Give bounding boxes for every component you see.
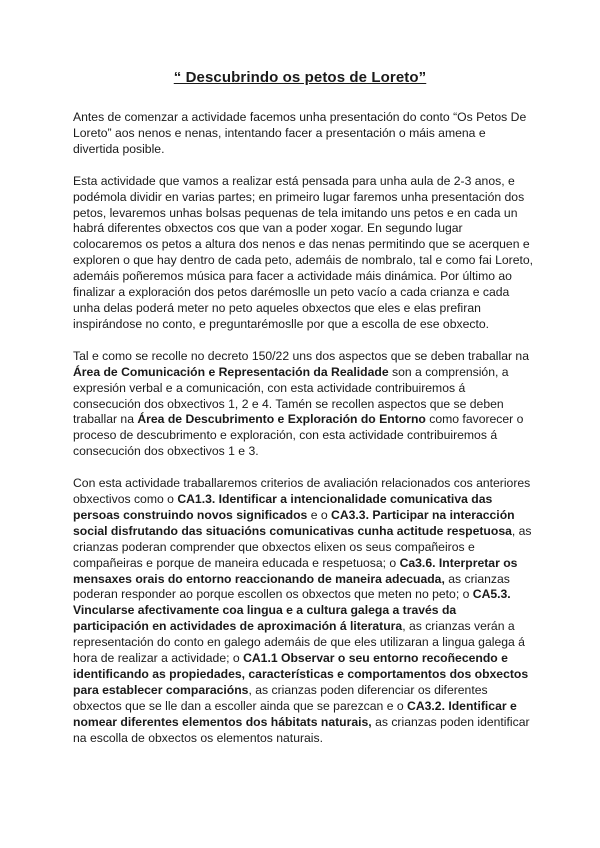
area-discovery: Área de Descubrimento e Exploración do Entorno xyxy=(137,412,426,427)
text-span: as crianzas poderan responder ao porque escollen os obxectos que meten no peto; o xyxy=(73,571,510,602)
text-span: e o xyxy=(307,507,332,522)
paragraph-evaluation-criteria xyxy=(73,476,535,746)
text-span: as crianzas poden identificar na escolla de obxectos os elementos naturais. xyxy=(73,714,530,745)
text-span: Tal e como se recolle no decreto 150/22 uns dos aspectos que se deben traballar na xyxy=(73,348,529,363)
document-body xyxy=(73,110,535,763)
document-title: “ Descubrindo os petos de Loreto” xyxy=(173,69,427,86)
text-span: , as crianzas poden diferenciar os diferentes obxectos que se lle dan a escoller ainda que se parezcan e o xyxy=(73,682,488,713)
text-span: son a comprensión, a expresión verbal e a comunicación, con esta actividade contribuiremos á consecución dos obxectivos 1, 2 e 4. Tamén se recollen aspectos que se deben traballar na xyxy=(73,364,509,427)
criterion-ca1-3: CA1.3. Identificar a intencionalidade comunicativa das persoas construindo novos significados xyxy=(73,492,493,522)
criterion-ca1-1: CA1.1 Observar o seu entorno recoñecendo e identificando as propiedades, características e comportamentos dos obxectos para establecer comparacións xyxy=(73,651,529,697)
criterion-ca3-6: Ca3.6. Interpretar os mensaxes orais do entorno reaccionando de maneira adecuada, xyxy=(73,555,518,586)
area-communication: Área de Comunicación e Representación da Realidade xyxy=(73,364,389,379)
text-span: , as crianzas verán a representación do conto en galego ademáis de que eles utilizaran a lingua galega á hora de realizar a actividade; o xyxy=(73,619,525,666)
text-span: Con esta actividade traballaremos criterios de avaliación relacionados cos anteriores obxectivos como o xyxy=(73,476,531,507)
text-span: , as crianzas poderan comprender que obxectos elixen os seus compañeiros e compañeiras e porque de maneira educada e respetuosa; o xyxy=(73,523,532,570)
paragraph-intro: Antes de comenzar a actividade facemos unha presentación do conto “Os Petos De Loreto” aos nenos e nenas, intentando facer a presentación o máis amena e divertida posible. xyxy=(73,110,527,156)
paragraph-activity-description: Esta actividade que vamos a realizar está pensada para unha aula de 2-3 anos, e podémola dividir en varias partes; en primeiro lugar faremos unha presentación dos petos, levaremos unhas bolsas pequenas de tela imitando uns petos e en cada un habrá diferentes obxectos cos que van a poder xogar. En segundo lugar colocaremos os petos a altura dos nenos e das nenas permitindo que se acerquen e exploren o que hay dentro de cada peto, ademáis de nombralo, tal e como fai Loreto, ademáis poñeremos música para facer a actividade máis dinámica. Por último ao finalizar a exploración dos petos darémoslle un peto vacío a cada crianza e cada unha delas poderá meter no peto aqueles obxectos que eles e elas prefiran inspirándose no conto, e preguntarémoslle por que a escolla de ese obxecto. xyxy=(73,173,534,331)
text-span: como favorecer o proceso de descubrimento e exploración, con esta actividade contribuiremos á consecución dos obxectivos 1 e 3. xyxy=(73,412,524,459)
paragraph-curriculum-areas xyxy=(73,349,535,460)
criterion-ca5-3: CA5.3. Vincularse afectivamente coa lingua e a cultura galega a través da participación en actividades de aproximación á literatura xyxy=(73,587,511,634)
criterion-ca3-3: CA3.3. Participar na interacción social disfrutando das situacións comunicativas cunha actitude respetuosa xyxy=(73,507,515,538)
criterion-ca3-2: CA3.2. Identificar e nomear diferentes elementos dos hábitats naturais, xyxy=(73,698,517,729)
